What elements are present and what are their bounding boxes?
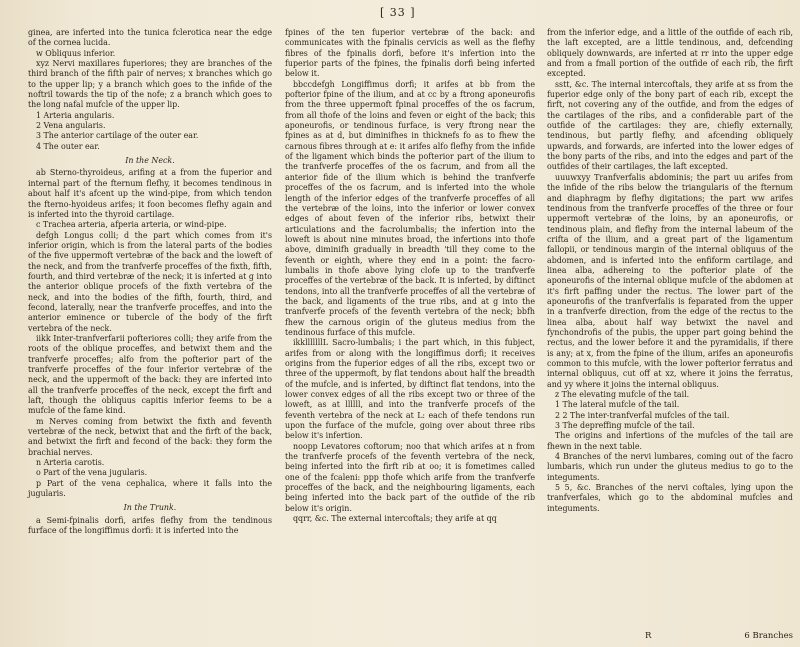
paragraph: 2 2 The inter-tranfverfal mufcles of the tail. bbox=[555, 410, 730, 420]
text-column-left bbox=[28, 28, 272, 537]
paragraph: o Part of the vena jugularis. bbox=[36, 468, 148, 478]
paragraph: ab Sterno-thyroideus, arifing at a from the fuperior and internal part of the fternum flefhy, it becomes tendinous in about half it's afcent up the wind-pipe, from which tendon the fterno-hyoideus arifes; it foon becomes flefhy again and is inferted into the thyroid cartilage. bbox=[28, 168, 272, 219]
paragraph: noopp Levatores coftorum; noo that which arifes at n from the tranfverfe procefs of the feventh vertebra of the neck, being inferted into the firft rib at oo; it is fometimes called one of the fcaleni: ppp thofe which arife from the tranfverfe proceffes of the back, and the neighbouring ligaments, each being inferted into the back part of the outfide of the rib below it's origin. bbox=[285, 441, 535, 513]
paragraph: 4 Branches of the nervi lumbares, coming out of the facro lumbaris, which run under the gluteus medius to go to the integuments. bbox=[547, 452, 793, 482]
paragraph: z The elevating mufcle of the tail. bbox=[555, 390, 690, 400]
section-heading: In the Trunk. bbox=[123, 503, 177, 513]
section-heading: In the Neck. bbox=[125, 156, 175, 166]
paragraph: p Part of the vena cephalica, where it falls into the jugularis. bbox=[28, 478, 272, 499]
paragraph: 1 Arteria angularis. bbox=[36, 110, 115, 120]
paragraph: bbccdefgh Longiffimus dorfi; it arifes at bb from the pofterior fpine of the ilium, and at cc by a ftrong aponeurofis from the three uppermoft fpinal proceffes of the os facrum, from all thofe of the loins and feven or eight of the back; this aponeurofis, or tendinous furface, is very ftrong near the fpines as at d, but diminifhes in thicknefs fo as to fhew the carnous fibres through at e: it arifes alfo flefhy from the infide of the ligament which binds the pofterior part of the ilium to the tranfverfe proceffes of the os facrum, and from all the anterior fide of the ilium which is behind the tranfverfe proceffes of the os facrum, and is inferted into the whole length of the inferior edges of the tranfverfe proceffes of all the vertebræ of the loins, into the inferior or lower convex edges of about feven of the inferior ribs, betwixt their articulations and the facrolumbalis; the infertion into the loweft is about nine minutes broad, the infertions into thofe above, diminifh gradually in breadth 'till they come to the feventh or eighth, where they end in a point: the facro-lumbalis in thofe above lying clofe up to the tranfverfe proceffes of the vertebræ of the back. It is inferted, by diftinct tendons, into all the tranfverfe proceffes of all the vertebræ of the back, and ligaments of the true ribs, and at g into the tranfverfe procefs of the feventh vertebra of the neck; bbfh fhew the carnous origin of the gluteus medius from the tendinous furface of this mufcle. bbox=[285, 79, 535, 337]
paragraph: ikklllllllL Sacro-lumbalis; i the part which, in this fubject, arifes from or along with the longiffimus dorfi; it receives origins from the fuperior edges of all the ribs, except two or three of the uppermoft, by flat tendons about half the breadth of the mufcle, and is inferted, by diftinct flat tendons, into the lower convex edges of all the ribs except two or three of the loweft, as at llllll, and into the tranfverfe procefs of the feventh vertebra of the neck at L: each of thefe tendons run upon the furface of the mufcle, going over about three ribs below it's infertion. bbox=[285, 338, 535, 441]
page-footer bbox=[547, 631, 793, 641]
paragraph: defgh Longus colli; d the part which comes from it's inferior origin, which is from the lateral parts of the bodies of the five uppermoft vertebræ of the back and the loweft of the neck, and from the tranfverfe proceffes of the fixth, fifth, fourth, and third vertebræ of the neck; it is inferted at g into the anterior oblique procefs of the fixth vertebra of the neck, and into the bodies of the fifth, fourth, third, and fecond, laterally, near the tranfverfe proceffes, and into the anterior eminence or tubercle of the body of the firft vertebra of the neck. bbox=[28, 230, 272, 333]
paragraph: from the inferior edge, and a little of the outfide of each rib, the laft excepted, are a little tendinous, and, defcending obliquely downwards, are inferted at rr into the upper edge and from a fmall portion of the outfide of each rib, the firft excepted. bbox=[547, 28, 793, 79]
paragraph: ginea, are inferted into the tunica fclerotica near the edge of the cornea lucida. bbox=[28, 28, 272, 48]
paragraph: xyz Nervi maxillares fuperiores; they are branches of the third branch of the fifth pair of nerves; x branches which go to the upper lip; y a branch which goes to the infide of the noftril towards the tip of the nofe; z a branch which goes to the long nafal mufcle of the upper lip. bbox=[28, 59, 272, 110]
paragraph: n Arteria carotis. bbox=[36, 458, 105, 468]
paragraph: w Obliquus inferior. bbox=[36, 48, 116, 58]
paragraph: sstt, &c. The internal intercoftals, they arife at ss from the fuperior edge only of the bony part of each rib, except the firft, not covering any of the outfide, and from the edges of the cartilages of the ribs, and a confiderable part of the outfide of the cartilages: they are, chiefly externally, tendinous, but partly flefhy, and afcending obliquely upwards, and forwards, are inferted into the lower edges of the bony parts of the ribs, and into the edges and part of the outfides of their cartilages, the laft excepted. bbox=[547, 79, 793, 172]
paragraph: 1 The lateral mufcle of the tail. bbox=[555, 400, 680, 410]
catchword: 6 Branches bbox=[744, 631, 793, 641]
paragraph: a Semi-fpinalis dorfi, arifes flefhy from the tendinous furface of the longiffimus dorfi: it is inferted into the bbox=[28, 515, 272, 536]
paragraph: The origins and infertions of the mufcles of the tail are fhewn in the next table. bbox=[547, 431, 793, 451]
paragraph: iikk Inter-tranfverfarii pofteriores colli; they arife from the roots of the oblique proceffes, and betwixt them and the tranfverfe proceffes; alfo from the pofterior part of the tranfverfe proceffes of the four inferior vertebræ of the neck, and the uppermoft of the back: they are inferted into all the tranfverfe proceffes of the neck, except the firft and laft, though the obliquus capitis inferior feems to be a mufcle of the fame kind. bbox=[28, 333, 272, 416]
paragraph: 2 Vena angularis. bbox=[36, 121, 106, 131]
paragraph: c Trachea arteria, afperia arteria, or wind-pipe. bbox=[36, 220, 227, 230]
text-column-right bbox=[547, 28, 793, 514]
paragraph: fpines of the ten fuperior vertebræ of the back: and communicates with the fpinalis cervicis as well as the flefhy fibres of the fpinalis dorfi, before it's infertion into the fuperior parts of the fpines, the fpinalis dorfi being inferted below it. bbox=[285, 28, 535, 79]
page-number: [ 33 ] bbox=[380, 6, 416, 19]
text-column-middle bbox=[285, 28, 535, 525]
paragraph: 3 The depreffing mufcle of the tail. bbox=[555, 421, 695, 431]
signature-mark: R bbox=[645, 631, 652, 641]
paragraph: 3 The anterior cartilage of the outer ear. bbox=[36, 131, 199, 141]
paragraph: uuuwxyy Tranfverfalis abdominis; the part uu arifes from the infide of the ribs below the triangularis of the fternum and diaphragm by flefhy digitations; the part ww arifes tendinous from the tranfverfe proceffes of the three or four uppermoft vertebræ of the loins, by an aponeurofis, or tendinous plain, and flefhy from the internal labeum of the crifta of the ilium, and a great part of the ligamentum fallopii, or tendinous margin of the internal obliquus of the abdomen, and is inferted into the enfiform cartilage, and linea alba, adhereing to the pofterior plate of the aponeurofis of the internal oblique mufcle of the abdomen at it's firft paffing under the rectus. The lower part of the aponeurofis of the tranfverfalis is feparated from the upper in a tranfverfe direction, from the edge of the rectus to the linea alba, about half way betwixt the navel and fynchondrofis of the pubis, the upper part going behind the rectus, and the lower before it and the pyramidalis, if there is any; at x, from the fpine of the ilium, arifes an aponeurofis common to this mufcle, with the lower pofterior ferratus and internal obliquus, cut off at xz, where it joins the ferratus, and yy where it joins the internal obliquus. bbox=[547, 172, 793, 389]
paragraph: 5 5, &c. Branches of the nervi coftales, lying upon the tranfverfales, which go to the abdominal mufcles and integuments. bbox=[547, 483, 793, 513]
paragraph: m Nerves coming from betwixt the fixth and feventh vertebræ of the neck, betwixt that and the firft of the back, and betwixt the firft and fecond of the back: they form the brachial nerves. bbox=[28, 416, 272, 457]
paragraph: qqrr, &c. The external intercoftals; they arife at qq bbox=[293, 514, 497, 524]
paragraph: 4 The outer ear. bbox=[36, 141, 100, 151]
